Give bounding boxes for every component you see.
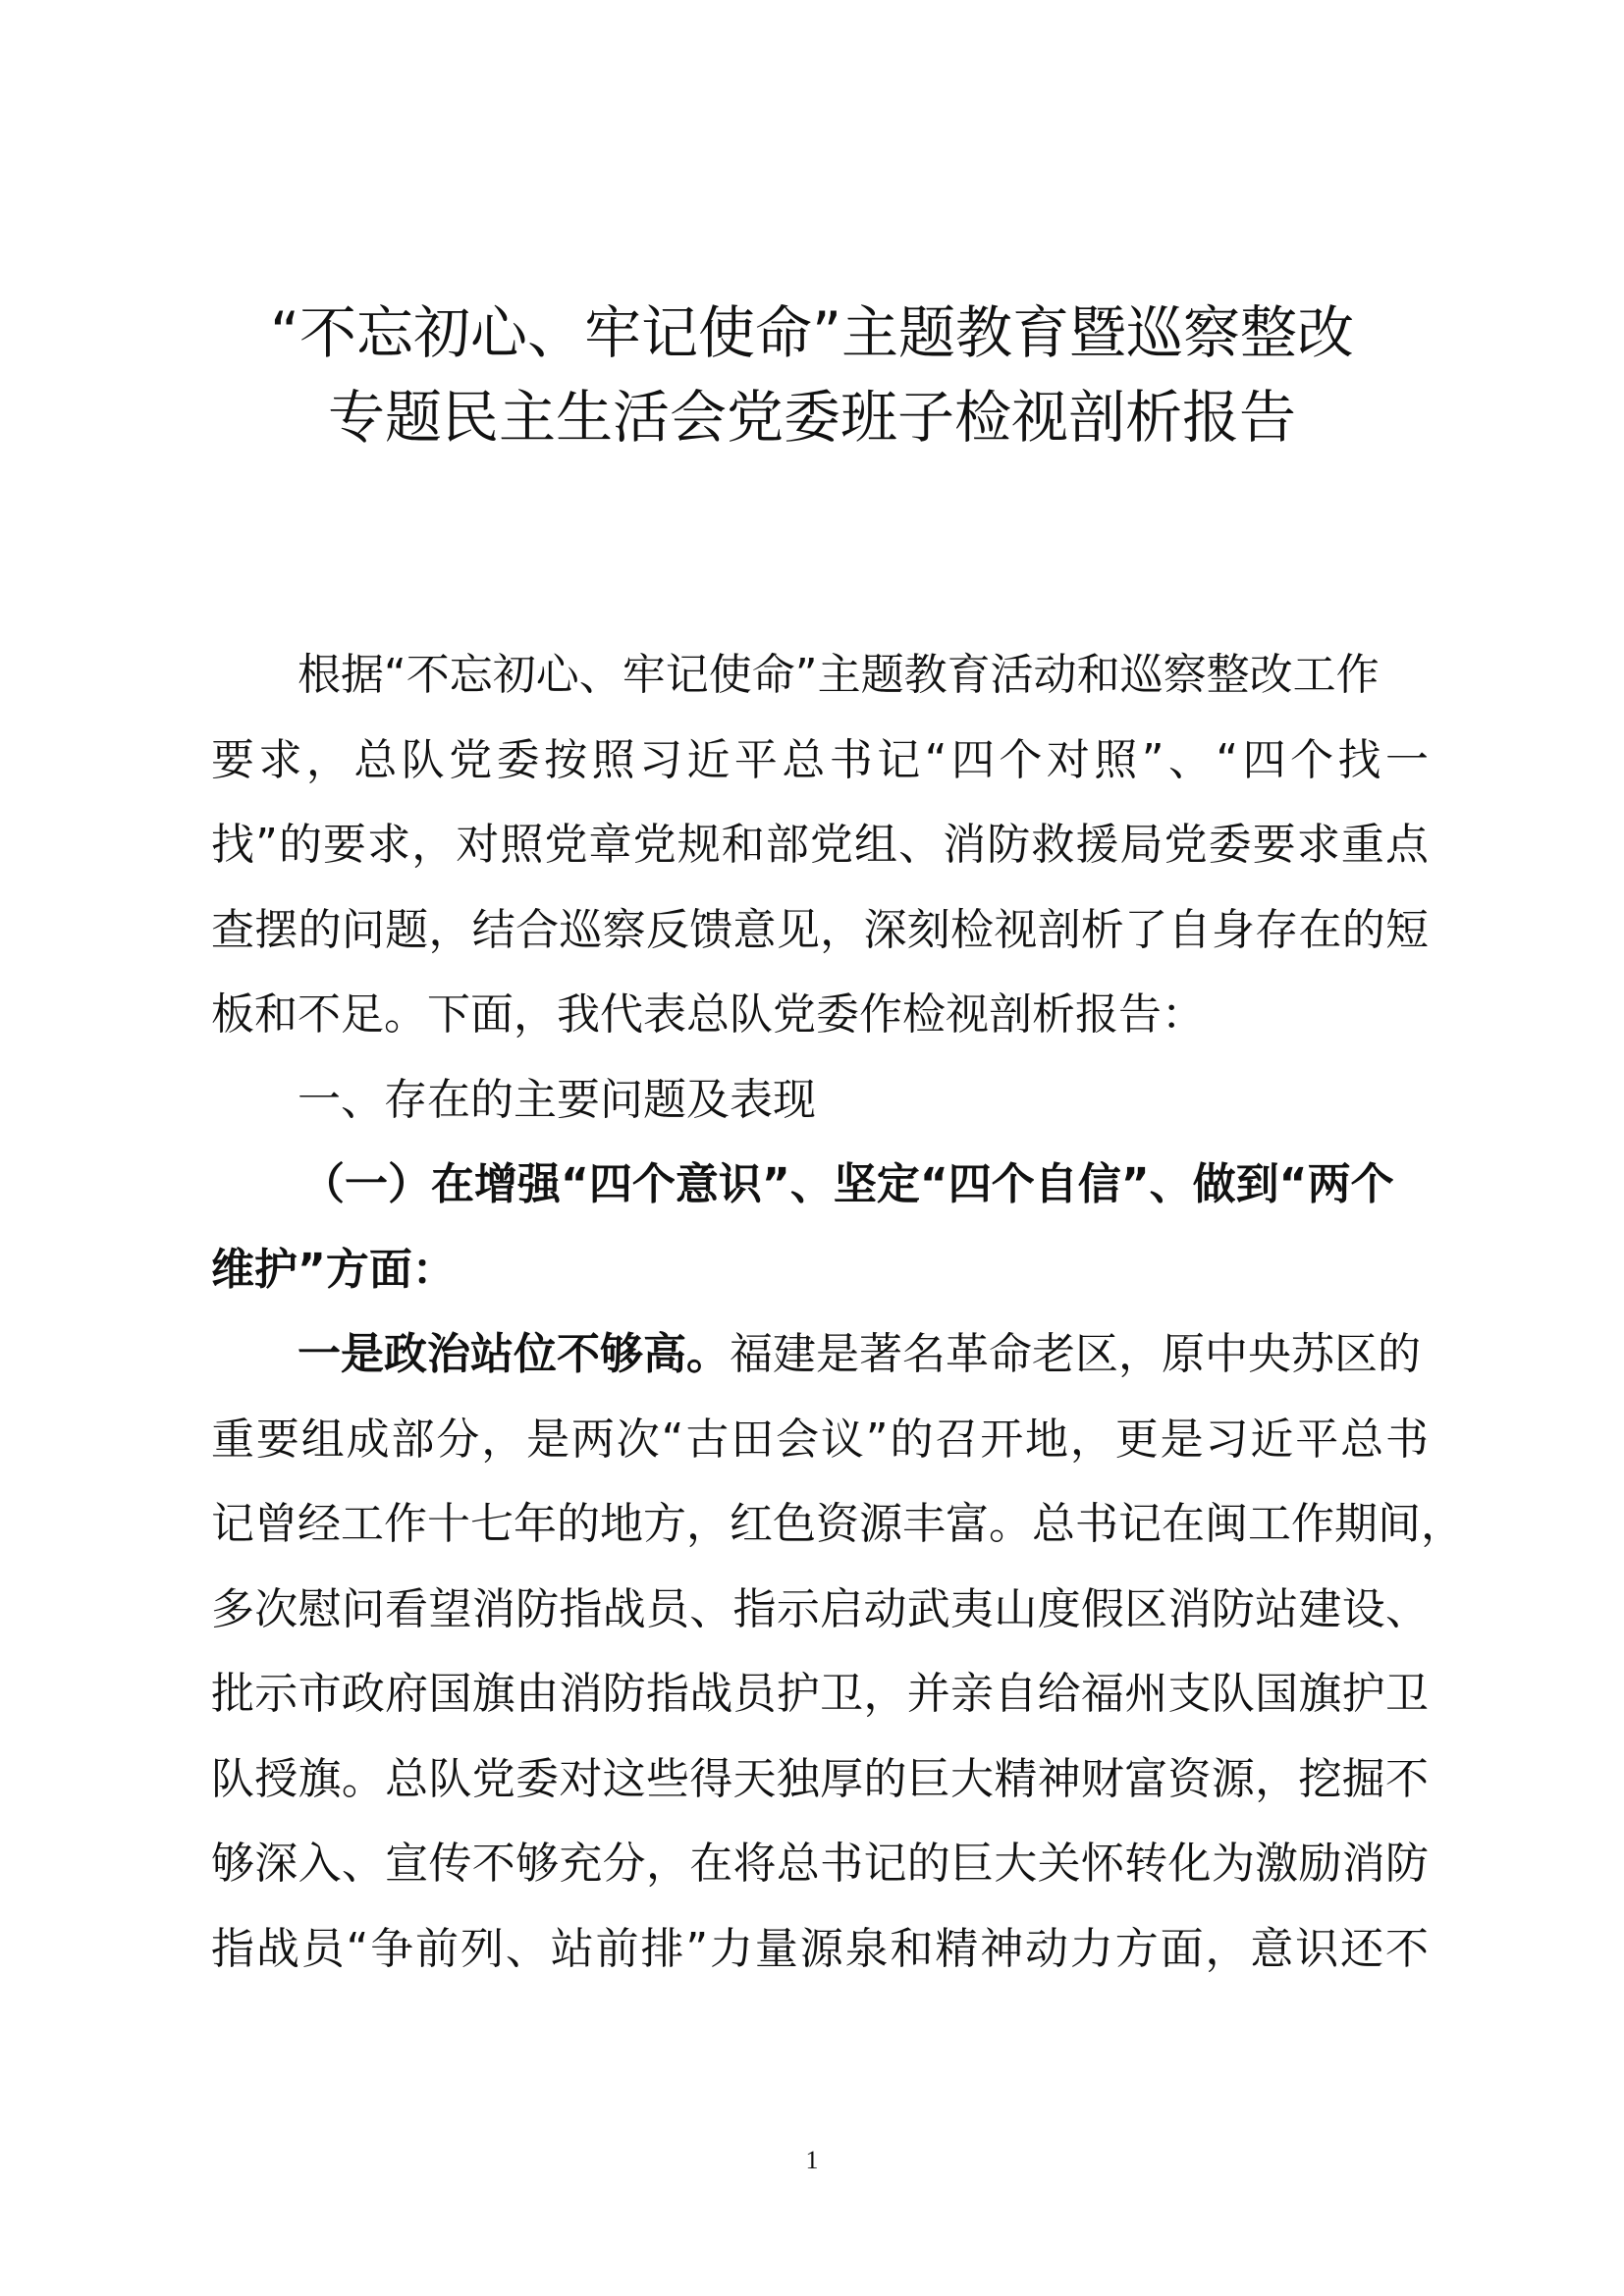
paragraph-line: 根据“不忘初心、牢记使命”主题教育活动和巡察整改工作 [298,650,1380,700]
point-label: 一是政治站位不够高。 [298,1329,730,1379]
title-line: “不忘初心、牢记使命”主题教育暨巡察整改 [269,299,1355,366]
paragraph-line: 指战员“争前列、站前排”力量源泉和精神动力方面，意识还不 [211,1923,1429,1974]
paragraph-line: 记曾经工作十七年的地方，红色资源丰富。总书记在闽工作期间， [211,1499,1464,1549]
subsection-heading-line: （一）在增强“四个意识”、坚定“四个自信”、做到“两个 [301,1159,1394,1209]
paragraph-line: 多次慰问看望消防指战员、指示启动武夷山度假区消防站建设、 [211,1583,1429,1634]
paragraph-line: 队授旗。总队党委对这些得天独厚的巨大精神财富资源，挖掘不 [211,1753,1429,1804]
document-body [211,633,1464,1992]
title-line: 专题民主生活会党委班子检视剖析报告 [327,384,1296,451]
paragraph-line: 够深入、宣传不够充分，在将总书记的巨大关怀转化为激励消防 [211,1839,1429,1889]
paragraph-line: 重要组成部分，是两次“古田会议”的召开地，更是习近平总书 [211,1414,1429,1465]
point-first-line-text: 福建是著名革命老区，原中央苏区的 [730,1329,1421,1379]
point-first-line [211,1312,1429,1398]
subsection-heading-line: 维护”方面： [211,1244,456,1295]
section-heading: 一、存在的主要问题及表现 [298,1074,816,1125]
paragraph-line: 要求，总队党委按照习近平总书记“四个对照”、“四个找一 [211,734,1429,785]
paragraph-line: 查摆的问题，结合巡察反馈意见，深刻检视剖析了自身存在的短 [211,904,1429,955]
document-title [147,291,1477,459]
page-number: 1 [805,2146,819,2174]
paragraph-line: 板和不足。下面，我代表总队党委作检视剖析报告： [211,989,1205,1040]
paragraph-line: 找”的要求，对照党章党规和部党组、消防救援局党委要求重点 [211,820,1429,870]
paragraph-line: 批示市政府国旗由消防指战员护卫，并亲自给福州支队国旗护卫 [211,1669,1429,1719]
